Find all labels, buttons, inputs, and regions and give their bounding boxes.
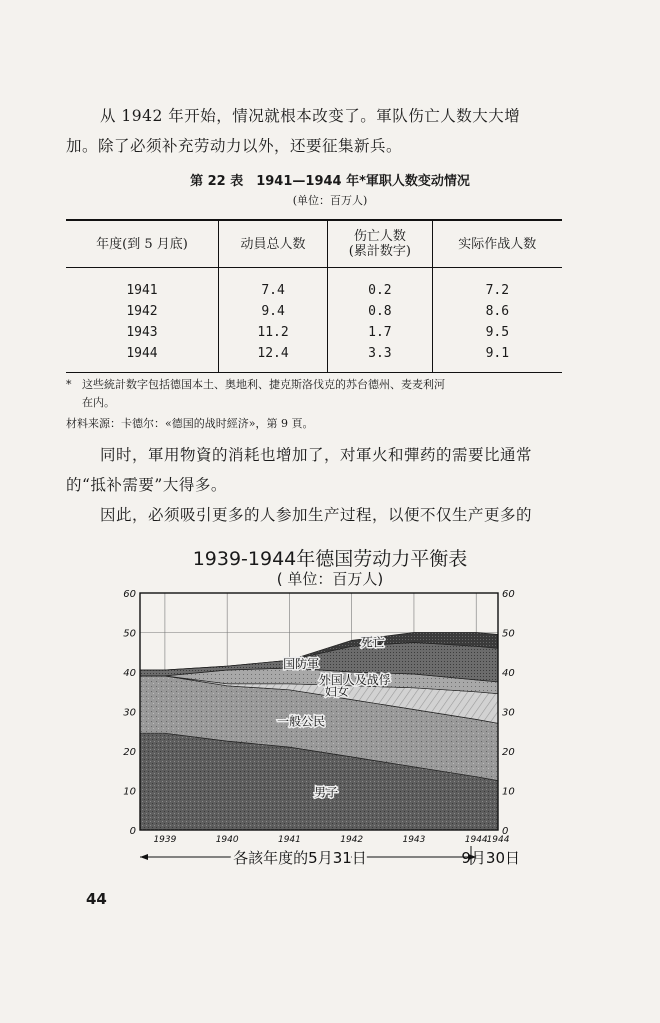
series-label: 妇女 [324,684,349,699]
x-tick-label: 1942 [340,835,364,845]
cell-mobilized: 12.4 [218,343,327,373]
arrow-head-left [140,854,148,860]
cell-casualties: 0.2 [328,268,432,302]
y-tick-label-right: 40 [502,668,515,679]
chart-subtitle: ( 单位：百万人) [276,570,384,588]
cell-mobilized: 9.4 [218,301,327,322]
series-label: 国防軍 [283,657,320,672]
y-tick-label-right: 50 [502,628,515,640]
cell-year: 1943 [126,325,158,340]
y-tick-label-left: 10 [123,786,136,798]
body-paragraph [66,440,578,530]
table-row [66,343,562,373]
series-label: 一般公民 [277,714,326,729]
cell-year: 1942 [126,304,158,319]
table-row [66,268,562,302]
intro-line-1: 从 1942 年开始，情况就根本改变了。軍队伤亡人数大大增 [100,107,521,125]
cell-mobilized: 11.2 [218,322,327,343]
cell-casualties: 0.8 [328,301,432,322]
page-number: 44 [86,890,107,908]
table-title: 第 22 表 1941—1944 年*軍职人数变动情况 [190,174,470,189]
series-label: 外国人及战俘 [318,673,391,688]
header-active: 实际作战人数 [432,220,562,268]
x-tick-label: 1944 [486,835,510,845]
intro-line-2: 加。除了必须补充劳动力以外，还要征集新兵。 [66,137,403,155]
series-label: 男子 [314,785,339,800]
y-tick-label-left: 30 [123,707,136,719]
footnote-line-1: 这些統計数字包括德国本土、奥地利、捷克斯洛伐克的苏台德州、麦麦利河 [82,378,445,391]
annotation-left: 各該年度的5月31日 [233,849,367,867]
labor-balance-area-chart [110,585,530,870]
x-tick-label: 1943 [402,835,426,845]
table-footnote [66,376,562,412]
y-tick-label-right: 0 [502,826,509,837]
y-tick-label-right: 30 [502,707,515,719]
annotation-right: 9月30日 [461,849,520,867]
table-header-row [66,220,562,268]
x-tick-label: 1944 [464,835,488,845]
body-line-2: 的“抵补需要”大得多。 [66,476,227,494]
footnote-mark: * [66,378,72,391]
header-casualties-main: 伤亡人数 [353,229,406,244]
cell-active: 8.6 [432,301,562,322]
y-tick-label-left: 40 [123,668,136,679]
y-tick-label-left: 50 [123,628,136,640]
table-row [66,301,562,322]
table-row [66,322,562,343]
cell-year: 1941 [126,283,158,298]
table-source: 材料来源：卡德尔：«德国的战时經济»，第 9 頁。 [66,417,314,430]
y-tick-label-right: 10 [502,786,515,798]
cell-active: 9.5 [432,322,562,343]
cell-year: 1944 [66,343,218,373]
cell-active: 9.1 [432,343,562,373]
header-mobilized: 动員总人数 [218,220,327,268]
series-label: 死亡 [360,635,385,650]
y-tick-label-left: 20 [123,747,136,758]
header-casualties-sub: (累計数字) [348,244,411,259]
y-tick-label-right: 20 [502,747,515,758]
y-tick-label-left: 60 [123,589,136,600]
cell-active: 7.2 [432,268,562,302]
table-unit: (单位：百万人) [292,194,368,207]
y-tick-label-left: 0 [129,826,136,837]
intro-paragraph [66,101,578,161]
header-year: 年度(到 5 月底) [66,220,218,268]
x-tick-label: 1939 [153,835,177,845]
y-tick-label-right: 60 [502,589,515,600]
header-casualties [328,220,432,268]
cell-casualties: 3.3 [328,343,432,373]
military-personnel-table [66,219,562,373]
cell-mobilized: 7.4 [218,268,327,302]
x-tick-label: 1941 [277,835,301,845]
x-tick-label: 1940 [215,835,239,845]
chart-title: 1939-1944年德国劳动力平衡表 [192,548,468,570]
cell-casualties: 1.7 [328,322,432,343]
body-line-3: 因此，必须吸引更多的人参加生产过程，以便不仅生产更多的 [100,506,533,524]
body-line-1: 同时，軍用物資的消耗也增加了，对軍火和彈药的需要比通常 [100,446,533,464]
footnote-line-2: 在内。 [82,396,115,409]
